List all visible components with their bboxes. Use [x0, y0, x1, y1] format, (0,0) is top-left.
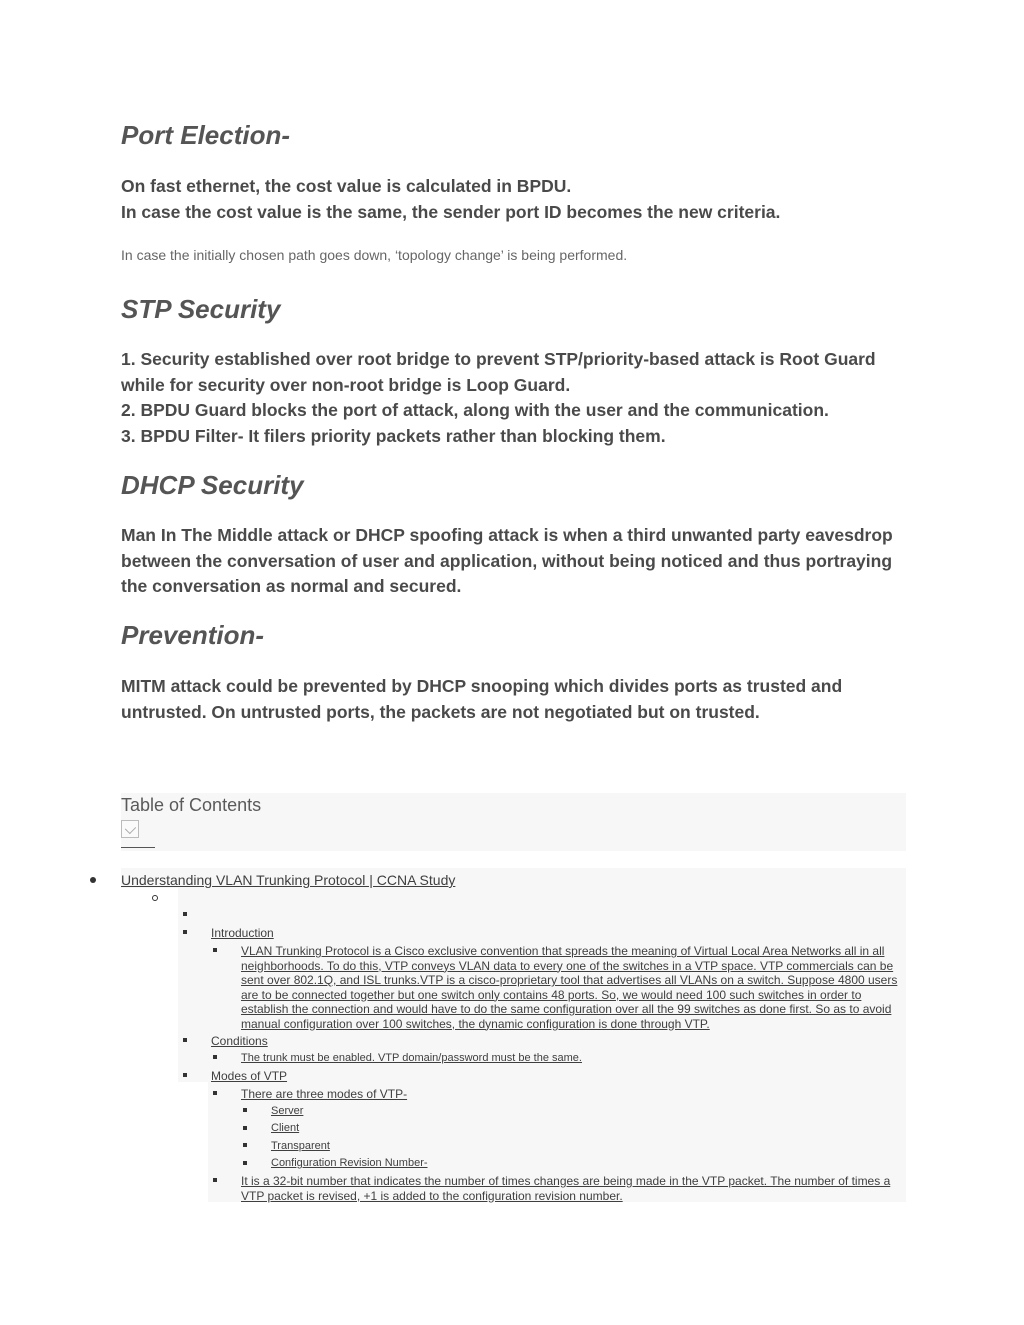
- heading-port-election: Port Election-: [121, 120, 291, 150]
- square-bullet-icon: [243, 1143, 247, 1147]
- toc-link-conditions[interactable]: Conditions: [211, 1034, 268, 1048]
- square-bullet-icon: [213, 1055, 217, 1059]
- square-bullet-icon: [243, 1108, 247, 1112]
- square-bullet-icon: [183, 930, 187, 934]
- stp-item-1: 1. Security established over root bridge to prevent STP/priority-based attack is Root Guard while for security over non-root bridge is Loop Guard.: [121, 349, 876, 395]
- toc-link-client[interactable]: Client: [271, 1122, 300, 1134]
- square-bullet-icon: [213, 948, 217, 952]
- toc-link-transparent[interactable]: Transparent: [271, 1140, 330, 1152]
- dhcp-security-text: Man In The Middle attack or DHCP spoofing attack is when a third unwanted party eavesdrop between the conversation of user and application, without being noticed and thus portraying the conversation as normal and secured.: [121, 525, 893, 596]
- heading-prevention: Prevention-: [121, 620, 265, 650]
- square-bullet-icon: [183, 912, 187, 916]
- square-bullet-icon: [183, 1038, 187, 1042]
- toc-link-modes[interactable]: Modes of VTP: [211, 1069, 288, 1083]
- square-bullet-icon: [183, 1073, 187, 1077]
- square-bullet-icon: [213, 1178, 217, 1182]
- prevention-text: MITM attack could be prevented by DHCP snooping which divides ports as trusted and untrusted. On untrusted ports, the packets are not negotiated but on trusted.: [121, 676, 843, 722]
- heading-dhcp-security: DHCP Security: [121, 470, 304, 500]
- toc-link-conditions-text[interactable]: The trunk must be enabled. VTP domain/password must be the same.: [241, 1052, 582, 1064]
- stp-item-2: 2. BPDU Guard blocks the port of attack, along with the user and the communication.: [121, 400, 829, 420]
- toc-link-vtp-study[interactable]: Understanding VLAN Trunking Protocol | CCNA Study: [121, 872, 456, 888]
- port-election-line-1: On fast ethernet, the cost value is calculated in BPDU.: [121, 176, 572, 196]
- toc-link-server[interactable]: Server: [271, 1105, 304, 1117]
- toc-link-revision-text[interactable]: It is a 32-bit number that indicates the number of times changes are being made in the VTP packet. The number of times a VTP packet is revised, +1 is added to the configuration revision number.: [241, 1174, 891, 1203]
- toc-underline: [121, 847, 155, 848]
- toc-link-modes-text[interactable]: There are three modes of VTP-: [241, 1087, 408, 1101]
- square-bullet-icon: [243, 1161, 247, 1165]
- disc-bullet-icon: [90, 877, 96, 883]
- toc-title: Table of Contents: [121, 795, 262, 815]
- toc-link-revision-number[interactable]: Configuration Revision Number-: [271, 1157, 428, 1169]
- port-election-note: In case the initially chosen path goes down, ‘topology change’ is being performed.: [121, 247, 628, 263]
- toc-link-introduction[interactable]: Introduction: [211, 926, 274, 940]
- port-election-line-2: In case the cost value is the same, the sender port ID becomes the new criteria.: [121, 202, 781, 222]
- heading-stp-security: STP Security: [121, 294, 281, 324]
- circle-bullet-icon: [152, 895, 158, 901]
- toc-link-introduction-text[interactable]: VLAN Trunking Protocol is a Cisco exclusive convention that spreads the meaning of Virtual Local Area Networks all in all neighborhoods. To do this, VTP conveys VLAN data to every one of the switches in a VTP space. VTP commercials can be sent over 802.1Q, and ISL trunks.VTP is a cisco-proprietary tool that advertises all VLANs on a switch. Suppose 4800 users are to be connected together but one switch only contains 48 ports. So, we would need 100 such switches in order to establish the connection and would have to do the same configuration over all the 99 switches as done first. So as to avoid manual configuration over 100 switches, the dynamic configuration is done through VTP.: [241, 944, 898, 1031]
- toc-toggle-icon[interactable]: [121, 820, 139, 838]
- square-bullet-icon: [243, 1126, 247, 1130]
- square-bullet-icon: [213, 1091, 217, 1095]
- stp-item-3: 3. BPDU Filter- It filers priority packets rather than blocking them.: [121, 426, 666, 446]
